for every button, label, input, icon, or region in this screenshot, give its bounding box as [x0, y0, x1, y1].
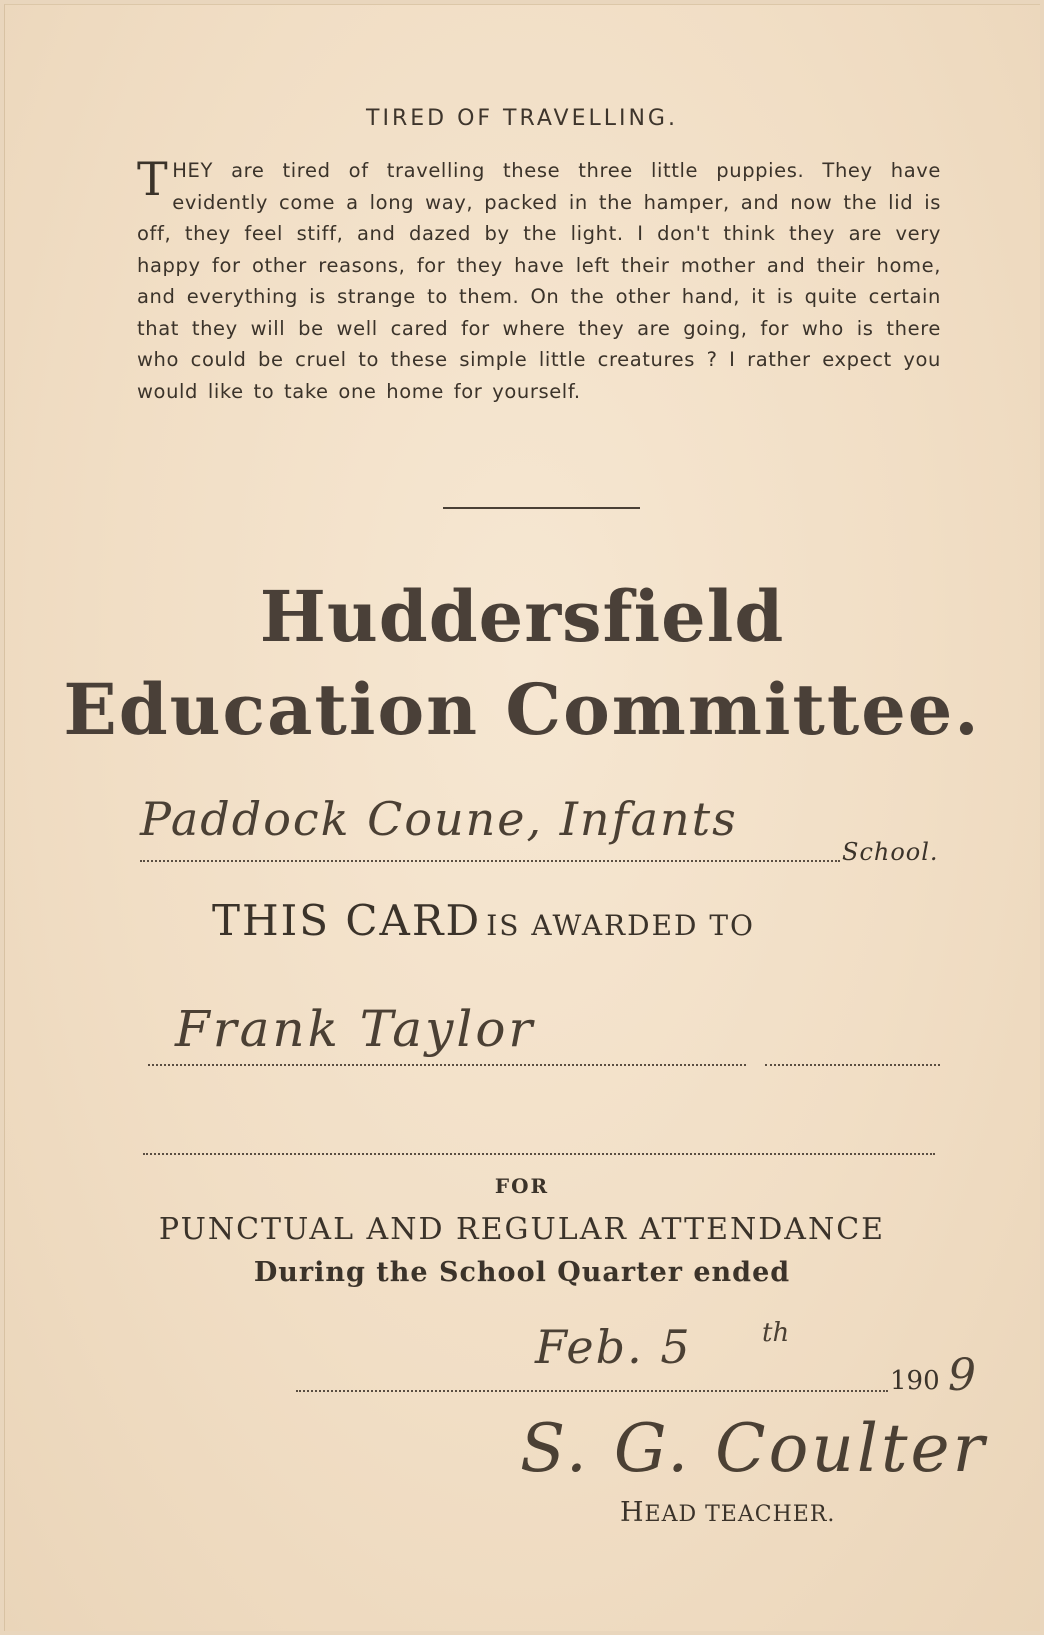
recipient-fill-line-2: [765, 1064, 940, 1066]
recipient-name-handwritten: Frank Taylor: [175, 1000, 536, 1058]
divider-rule: [443, 507, 640, 509]
date-fill-line: [296, 1390, 888, 1392]
head-teacher-rest: EAD TEACHER.: [644, 1502, 836, 1527]
year-handwritten: 9: [948, 1350, 976, 1401]
story-title: TIRED OF TRAVELLING.: [366, 106, 678, 131]
committee-title-line1: Huddersfield: [259, 575, 785, 658]
for-label: FOR: [494, 1174, 550, 1198]
committee-title-line2: Education Committee.: [63, 668, 981, 751]
school-name-handwritten: Paddock Coune, Infants: [140, 792, 738, 846]
year-printed: 190: [890, 1366, 940, 1396]
this-card-label: THIS CARD: [212, 896, 482, 945]
school-suffix: School.: [842, 838, 939, 866]
head-teacher-initial: H: [620, 1497, 645, 1528]
date-handwritten: Feb. 5: [535, 1320, 692, 1374]
head-teacher-label: [620, 1497, 835, 1528]
head-teacher-signature: S. G. Coulter: [520, 1410, 988, 1487]
story-text: HEY are tired of travelling these three little puppies. They have evidently come a long way, packed in the hamper, and now the lid is off, they feel stiff, and dazed by the light. I don't think they are very happy for other reasons, for they have left their mother and their home, and everything is strange to them. On the other hand, it is quite certain that they will be well cared for where they are going, for who is there who could be cruel to these simple little creatures ? I rather expect you would like to take one home for yourself.: [137, 159, 941, 403]
recipient-fill-line-3: [143, 1153, 935, 1155]
drop-cap: T: [137, 152, 169, 206]
date-ordinal-handwritten: th: [762, 1318, 790, 1348]
recipient-fill-line-1: [148, 1064, 746, 1066]
story-paragraph: [137, 152, 941, 407]
awarded-to-label: IS AWARDED TO: [486, 909, 756, 942]
quarter-line: During the School Quarter ended: [253, 1257, 791, 1288]
awarded-heading: [212, 896, 755, 945]
attendance-line: PUNCTUAL AND REGULAR ATTENDANCE: [158, 1212, 886, 1247]
school-fill-line: [140, 860, 840, 862]
